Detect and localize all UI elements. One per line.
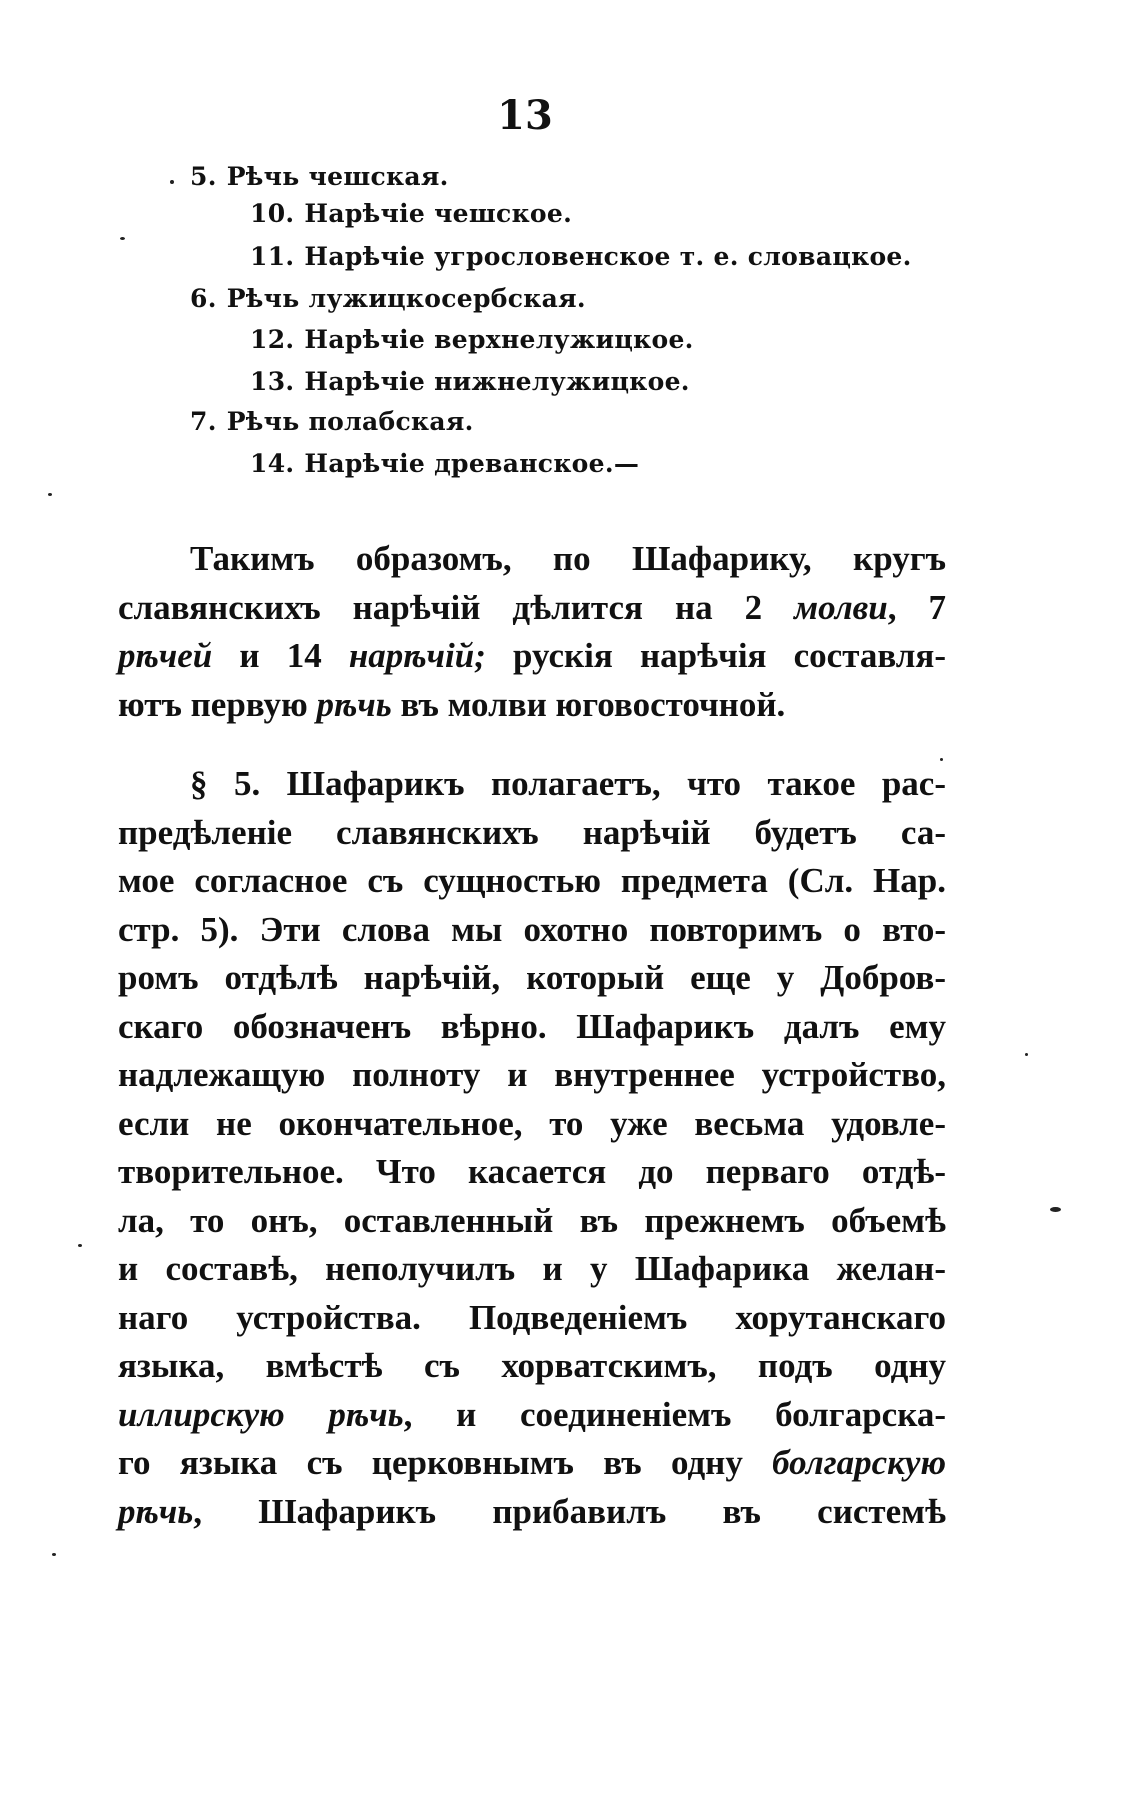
text-line: творительное. Что касается до перваго отдѣ-	[118, 1152, 946, 1191]
text-line: рѣчь, Шафарикъ прибавилъ въ системѣ	[118, 1491, 946, 1531]
text-line: рѣчей и 14 нарѣчій; рускія нарѣчія составля-	[118, 636, 946, 675]
text-line: го языка съ церковнымъ въ одну болгарскую	[118, 1443, 946, 1482]
scan-speck	[52, 1553, 56, 1556]
paragraph-summary	[118, 535, 946, 729]
text-line: предѣленіе славянскихъ нарѣчій будетъ са-	[118, 812, 946, 852]
text-line: скаго обозначенъ вѣрно. Шафарикъ далъ ему	[118, 1006, 946, 1046]
text-line: и составѣ, неполучилъ и у Шафарика желан-	[118, 1249, 946, 1288]
paragraph-section-5	[118, 760, 946, 1536]
outline-item: 12. Нарѣчіе верхнелужицкое.	[250, 325, 694, 354]
outline-item: 13. Нарѣчіе нижнелужицкое.	[250, 367, 690, 396]
outline-item: 5. Рѣчь чешская.	[190, 162, 449, 191]
text-line: § 5. Шафарикъ полагаетъ, что такое рас-	[190, 764, 946, 803]
text-line: Такимъ образомъ, по Шафарику, кругъ	[190, 539, 946, 578]
page-number: 13	[497, 92, 553, 139]
text-line: иллирскую рѣчь, и соединеніемъ болгарска-	[118, 1394, 946, 1434]
scan-speck	[78, 1244, 82, 1247]
outline-item: 14. Нарѣчіе древанское.—	[250, 449, 640, 478]
text-line: мое согласное съ сущностью предмета (Сл. Нар.	[118, 861, 946, 900]
outline-item: 6. Рѣчь лужицкосербская.	[190, 284, 586, 313]
scan-speck	[1025, 1053, 1028, 1056]
text-line: наго устройства. Подведеніемъ хорутанскаго	[118, 1297, 946, 1337]
text-line: ла, то онъ, оставленный въ прежнемъ объемѣ	[118, 1200, 946, 1240]
scan-speck	[1050, 1207, 1061, 1212]
text-line: надлежащую полноту и внутреннее устройство,	[118, 1055, 946, 1094]
outline-item: 11. Нарѣчіе угрословенское т. е. словацкое.	[250, 242, 912, 271]
outline-item: 7. Рѣчь полабская.	[190, 407, 474, 436]
text-line: стр. 5). Эти слова мы охотно повторимъ о вто-	[118, 909, 946, 949]
text-line: языка, вмѣстѣ съ хорватскимъ, подъ одну	[118, 1346, 946, 1385]
text-line: ромъ отдѣлѣ нарѣчій, который еще у Добров-	[118, 958, 946, 997]
outline-item: 10. Нарѣчіе чешское.	[250, 199, 573, 228]
scan-speck	[940, 758, 943, 761]
scan-speck	[120, 237, 125, 240]
text-line: если не окончательное, то уже весьма удовле-	[118, 1103, 946, 1143]
text-line: ютъ первую рѣчь въ молви юговосточной.	[118, 684, 786, 724]
scan-speck	[170, 180, 174, 184]
scan-speck	[48, 493, 52, 496]
text-line: славянскихъ нарѣчій дѣлится на 2 молви, 7	[118, 587, 946, 627]
